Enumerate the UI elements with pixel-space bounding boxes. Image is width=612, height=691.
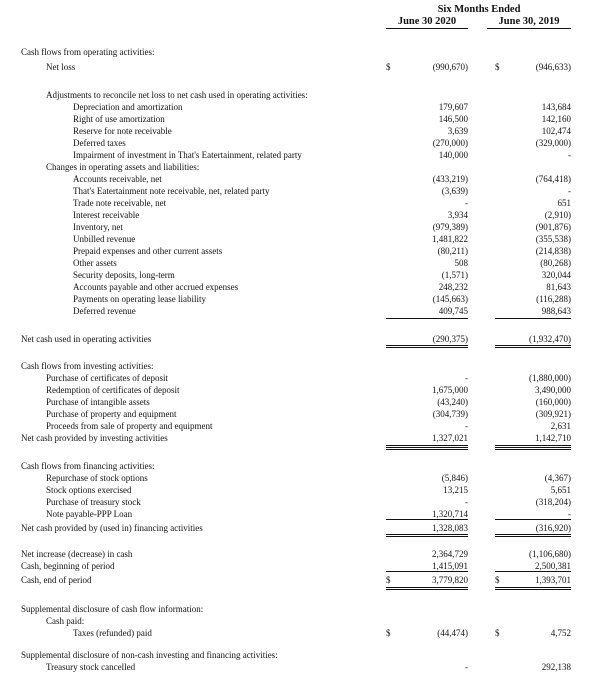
value-2019: 4,752 (550, 628, 571, 638)
dollar-sign: $ (495, 628, 500, 638)
row-label: Interest receivable (73, 210, 140, 220)
underline-rule (386, 345, 468, 348)
table-row (0, 221, 612, 233)
value-2019: 651 (557, 198, 571, 208)
value-2019: - (568, 509, 571, 519)
value-2019: (80,268) (540, 258, 571, 268)
row-label: Cash flows from financing activities: (21, 461, 155, 471)
value-2019: (1,932,470) (529, 334, 571, 344)
table-row (0, 281, 612, 293)
underline-rule (386, 447, 468, 450)
value-2019: 142,160 (541, 114, 571, 124)
value-2019: 988,643 (541, 306, 571, 316)
value-2019: (318,204) (535, 497, 571, 507)
row-label: Payments on operating lease liability (73, 294, 206, 304)
table-row (0, 396, 612, 408)
value-2020: - (465, 662, 468, 672)
row-label: Net loss (46, 62, 76, 72)
row-label: Trade note receivable, net (73, 198, 167, 208)
table-row (0, 603, 612, 615)
value-2020: 2,364,729 (432, 549, 468, 559)
row-label: Proceeds from sale of property and equipment (46, 421, 213, 431)
value-2020: (433,219) (432, 174, 468, 184)
table-row (0, 372, 612, 384)
table-row (0, 161, 612, 173)
table-row (0, 627, 612, 639)
table-row (0, 472, 612, 484)
row-label: Prepaid expenses and other current assets (73, 246, 223, 256)
value-2020: 3,639 (447, 126, 468, 136)
table-row (0, 269, 612, 281)
table-row (0, 46, 612, 58)
underline-rule (495, 447, 571, 450)
value-2020: - (465, 373, 468, 383)
row-label: Net cash provided by (used in) financing activities (21, 523, 203, 533)
value-2019: (2,910) (544, 210, 571, 220)
row-label: Deferred revenue (73, 306, 136, 316)
value-2020: 1,327,021 (432, 433, 468, 443)
value-2020: - (465, 198, 468, 208)
value-2020: (44,474) (437, 628, 468, 638)
row-label: Cash paid: (46, 616, 85, 626)
value-2019: 1,393,701 (535, 575, 571, 585)
row-label: Reserve for note receivable (73, 126, 172, 136)
dollar-sign: $ (386, 628, 391, 638)
value-2019: 81,643 (546, 282, 571, 292)
value-2020: (5,846) (441, 473, 468, 483)
value-2019: 143,684 (541, 102, 571, 112)
table-row (0, 113, 612, 125)
row-label: Repurchase of stock options (46, 473, 148, 483)
row-label: Treasury stock cancelled (46, 662, 136, 672)
underline-rule (386, 318, 468, 319)
underline-rule (386, 519, 468, 520)
value-2019: 1,142,710 (535, 433, 571, 443)
table-row (0, 661, 612, 673)
table-row (0, 333, 612, 345)
table-row (0, 496, 612, 508)
value-2020: - (465, 421, 468, 431)
underline-rule (386, 571, 468, 572)
row-label: Changes in operating assets and liabilities: (46, 162, 200, 172)
value-2020: (1,571) (441, 270, 468, 280)
value-2020: (979,389) (432, 222, 468, 232)
row-label: Security deposits, long-term (73, 270, 175, 280)
row-label: Other assets (73, 258, 117, 268)
row-label: Redemption of certificates of deposit (46, 385, 180, 395)
table-row (0, 305, 612, 317)
value-2019: (160,000) (535, 397, 571, 407)
value-2020: (290,375) (432, 334, 468, 344)
row-label: Taxes (refunded) paid (73, 628, 152, 638)
table-row (0, 125, 612, 137)
row-label: Purchase of property and equipment (46, 409, 177, 419)
value-2020: (990,670) (432, 62, 468, 72)
table-row (0, 61, 612, 73)
value-2020: (270,000) (432, 138, 468, 148)
value-2020: 1,481,822 (432, 234, 468, 244)
value-2019: (116,288) (536, 294, 571, 304)
dollar-sign: $ (386, 62, 391, 72)
value-2020: (80,211) (437, 246, 468, 256)
underline-rule (495, 345, 571, 348)
underline-rule (495, 519, 571, 520)
value-2019: (1,106,680) (529, 549, 571, 559)
value-2019: (355,538) (535, 234, 571, 244)
value-2020: (3,639) (441, 186, 468, 196)
row-label: Cash, end of period (21, 575, 92, 585)
dollar-sign: $ (386, 575, 391, 585)
value-2020: 248,232 (438, 282, 468, 292)
column-header-2019: June 30, 2019 (487, 16, 571, 29)
row-label: Supplemental disclosure of non-cash investing and financing activities: (21, 650, 278, 660)
dollar-sign: $ (495, 62, 500, 72)
row-label: Cash flows from investing activities: (21, 361, 154, 371)
row-label: Supplemental disclosure of cash flow information: (21, 604, 204, 614)
value-2020: 1,320,714 (432, 509, 468, 519)
underline-rule (386, 534, 468, 537)
row-label: Inventory, net (73, 222, 123, 232)
value-2020: 3,779,820 (432, 575, 468, 585)
row-label: Unbilled revenue (73, 234, 136, 244)
value-2019: (901,876) (535, 222, 571, 232)
value-2020: - (465, 497, 468, 507)
value-2020: 3,934 (447, 210, 468, 220)
table-row (0, 233, 612, 245)
value-2020: (145,663) (432, 294, 468, 304)
row-label: Net cash provided by investing activities (21, 433, 168, 443)
value-2020: 1,415,091 (432, 561, 468, 571)
row-label: Cash, beginning of period (21, 561, 115, 571)
table-row (0, 257, 612, 269)
table-row (0, 101, 612, 113)
table-row (0, 522, 612, 534)
underline-rule (495, 534, 571, 537)
row-label: Depreciation and amortization (73, 102, 183, 112)
table-row (0, 209, 612, 221)
row-label: Cash flows from operating activities: (21, 47, 155, 57)
table-row (0, 173, 612, 185)
row-label: Right of use amortization (73, 114, 165, 124)
value-2019: (946,633) (535, 62, 571, 72)
underline-rule (386, 587, 468, 590)
value-2020: 146,500 (438, 114, 468, 124)
table-row (0, 149, 612, 161)
table-row (0, 293, 612, 305)
value-2019: 5,651 (550, 485, 571, 495)
table-row (0, 484, 612, 496)
row-label: Stock options exercised (46, 485, 132, 495)
value-2019: - (568, 150, 571, 160)
table-row (0, 574, 612, 586)
value-2019: (316,920) (535, 523, 571, 533)
row-label: Purchase of intangible assets (46, 397, 150, 407)
table-row (0, 432, 612, 444)
value-2019: (214,838) (535, 246, 571, 256)
value-2019: 3,490,000 (535, 385, 571, 395)
table-row (0, 137, 612, 149)
underline-rule (386, 445, 468, 446)
underline-rule (495, 571, 571, 572)
table-row (0, 360, 612, 372)
value-2020: 1,328,083 (432, 523, 468, 533)
value-2019: (329,000) (535, 138, 571, 148)
row-label: Purchase of certificates of deposit (46, 373, 168, 383)
row-label: Adjustments to reconcile net loss to net cash used in operating activities: (46, 90, 308, 100)
value-2019: 292,138 (541, 662, 571, 672)
row-label: That's Eatertainment note receivable, net, related party (73, 186, 270, 196)
value-2019: 2,500,381 (535, 561, 571, 571)
underline-rule (495, 445, 571, 446)
table-row (0, 420, 612, 432)
table-row (0, 245, 612, 257)
dollar-sign: $ (495, 575, 500, 585)
value-2019: (4,367) (544, 473, 571, 483)
value-2019: - (568, 186, 571, 196)
row-label: Deferred taxes (73, 138, 126, 148)
value-2020: 13,215 (443, 485, 468, 495)
value-2020: 508 (454, 258, 468, 268)
table-row (0, 615, 612, 627)
table-row (0, 649, 612, 661)
value-2020: 140,000 (438, 150, 468, 160)
table-row (0, 460, 612, 472)
value-2019: (1,880,000) (529, 373, 571, 383)
value-2020: (304,739) (432, 409, 468, 419)
row-label: Net increase (decrease) in cash (21, 549, 133, 559)
underline-rule (495, 318, 571, 319)
table-row (0, 197, 612, 209)
value-2020: 1,675,000 (432, 385, 468, 395)
table-row (0, 185, 612, 197)
period-header: Six Months Ended (437, 4, 521, 15)
table-row (0, 384, 612, 396)
underline-rule (495, 587, 571, 590)
value-2019: 2,631 (550, 421, 571, 431)
value-2020: 179,607 (438, 102, 468, 112)
table-row (0, 89, 612, 101)
row-label: Accounts receivable, net (73, 174, 162, 184)
value-2019: (309,921) (535, 409, 571, 419)
value-2019: (764,418) (535, 174, 571, 184)
row-label: Impairment of investment in That's Eatertainment, related party (73, 150, 302, 160)
row-label: Note payable-PPP Loan (46, 509, 133, 519)
row-label: Accounts payable and other accrued expenses (73, 282, 239, 292)
column-header-2020: June 30 2020 (386, 16, 468, 29)
value-2020: (43,240) (437, 397, 468, 407)
row-label: Net cash used in operating activities (21, 334, 152, 344)
table-row (0, 408, 612, 420)
table-row (0, 548, 612, 560)
row-label: Purchase of treasury stock (46, 497, 141, 507)
value-2020: 409,745 (438, 306, 468, 316)
value-2019: 320,044 (541, 270, 571, 280)
value-2019: 102,474 (541, 126, 571, 136)
